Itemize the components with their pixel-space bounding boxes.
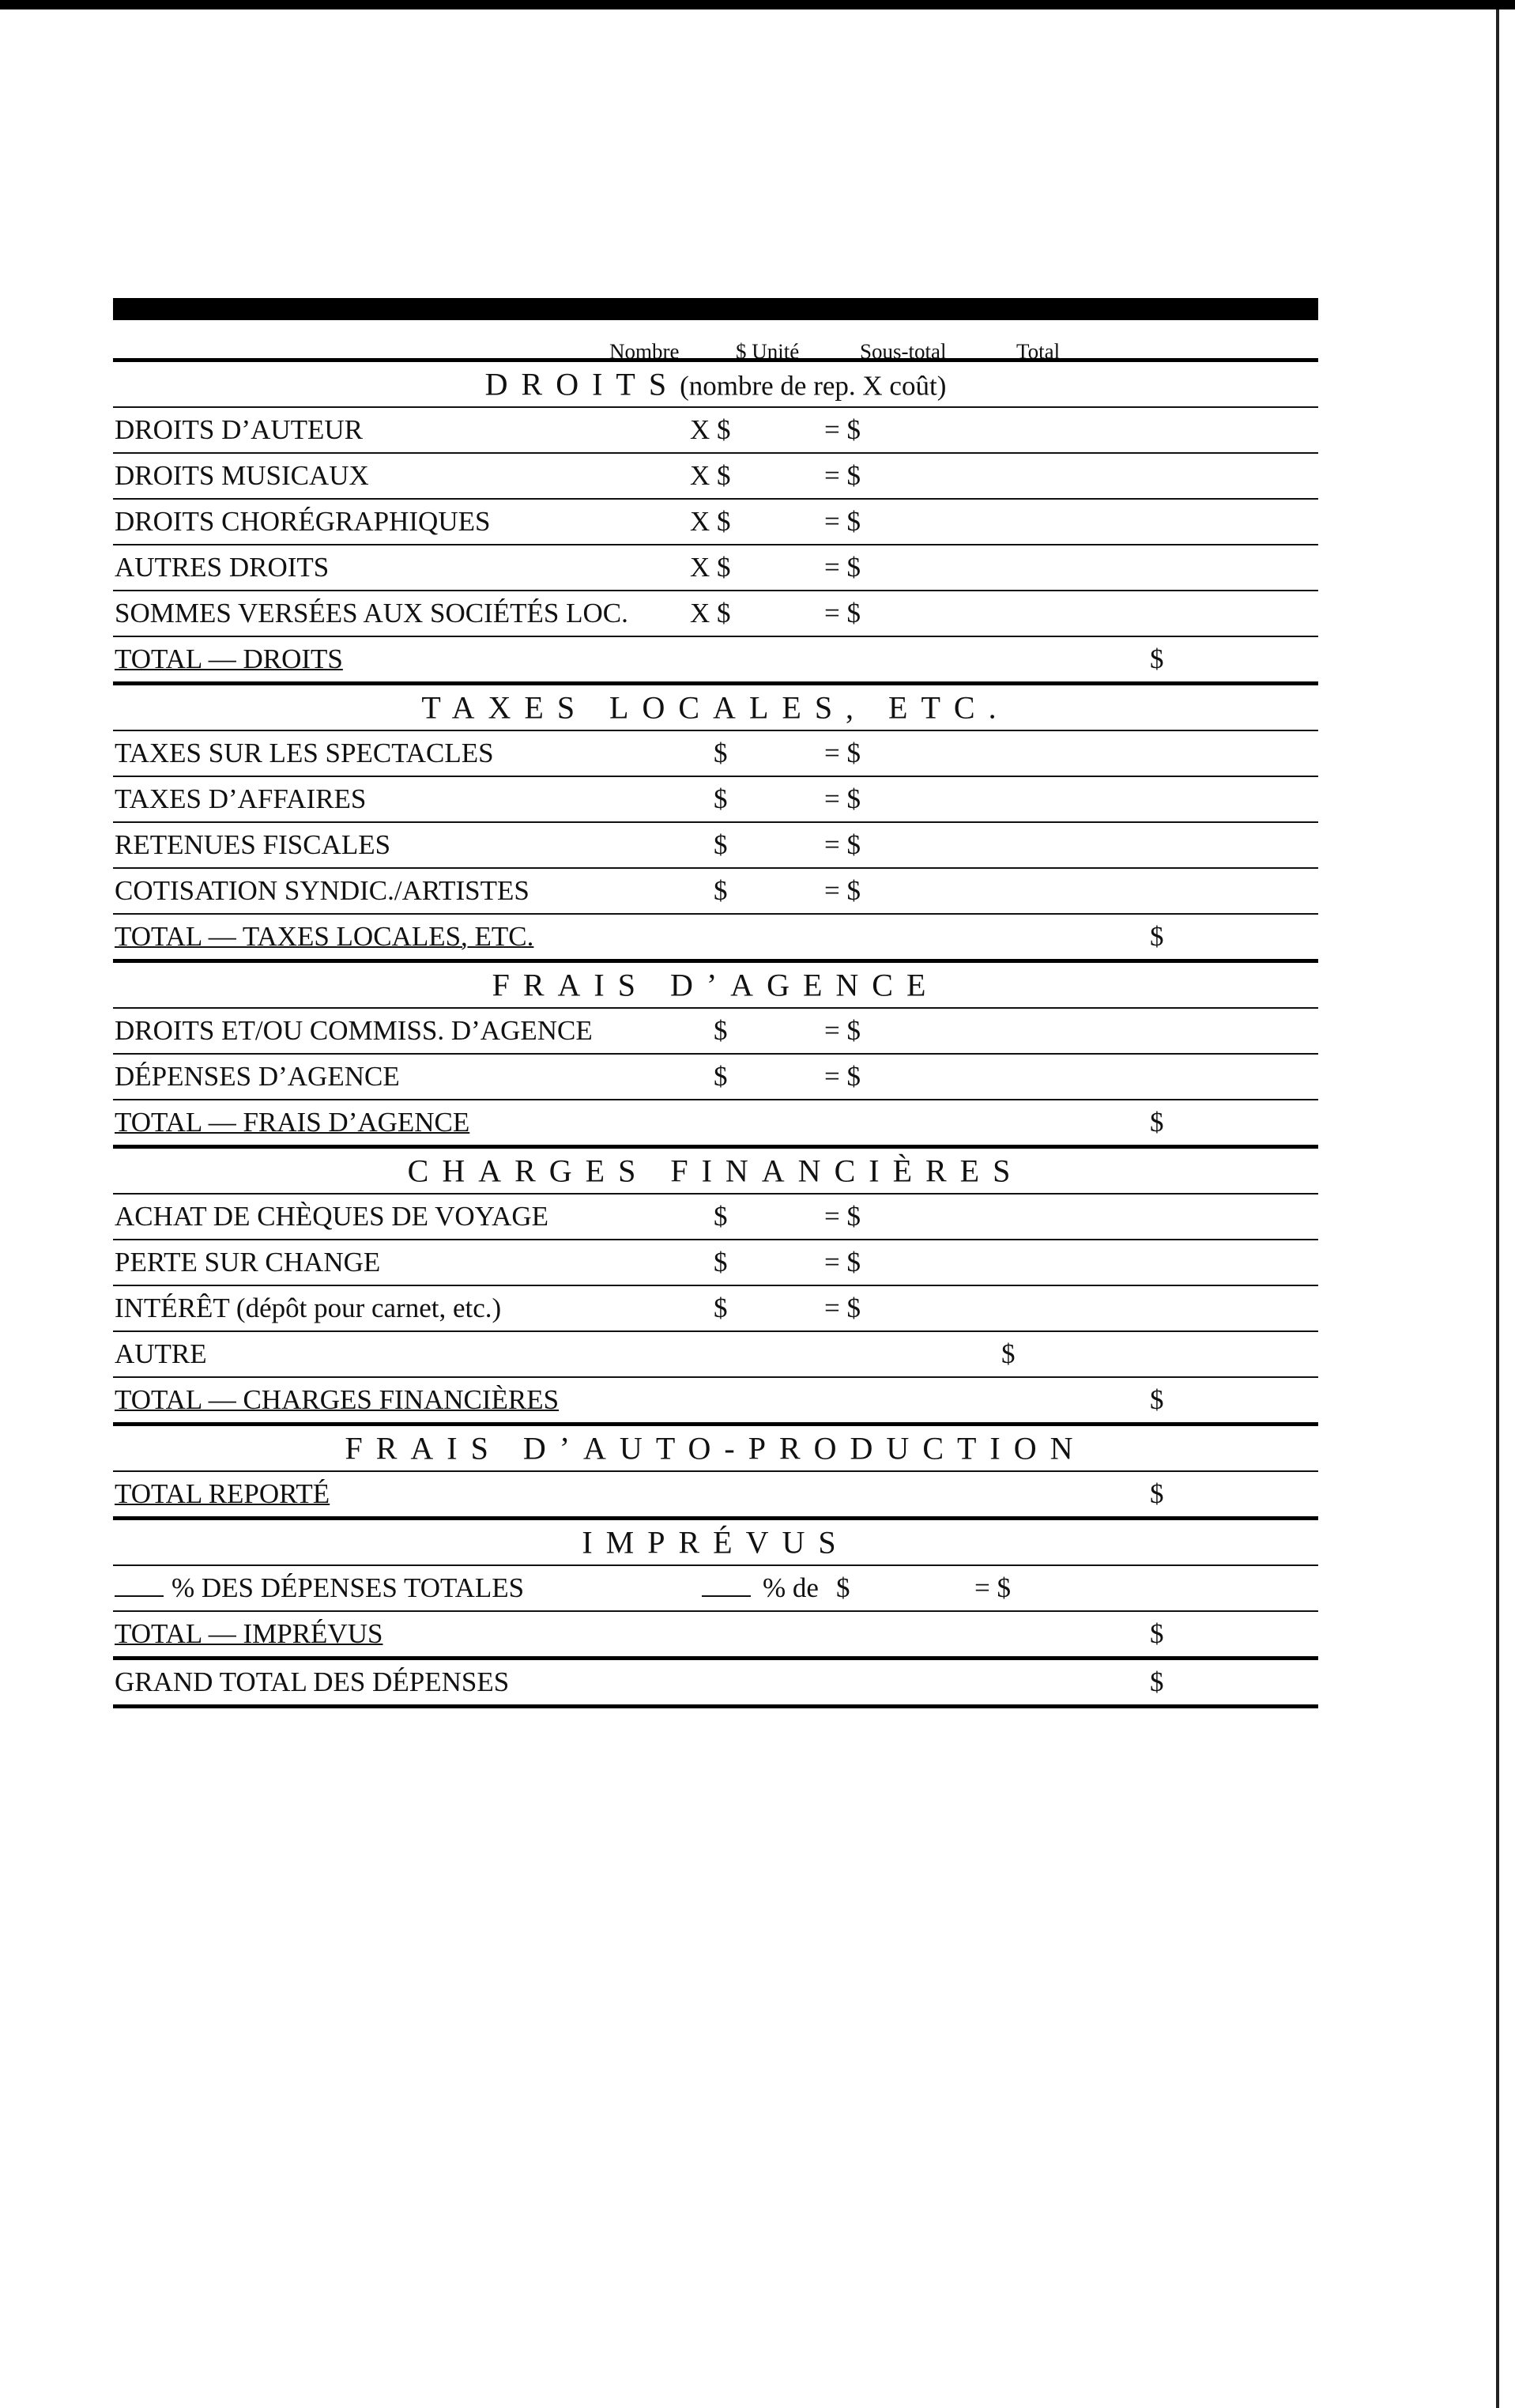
page-right-edge (1496, 9, 1499, 2408)
subtotal-field[interactable]: = $ (824, 460, 861, 491)
row-cotisation-syndic (113, 867, 1318, 913)
total-label: TOTAL — FRAIS D’AGENCE (115, 1107, 470, 1138)
grand-total-label: GRAND TOTAL DES DÉPENSES (115, 1666, 510, 1697)
row-total-droits (113, 636, 1318, 681)
subtotal-field[interactable]: = $ (824, 414, 861, 445)
row-grand-total (113, 1656, 1318, 1708)
section-title: FRAIS D’AGENCE (492, 967, 940, 1003)
row-droits-commiss-agence (113, 1007, 1318, 1053)
subtotal-field[interactable]: = $ (824, 738, 861, 768)
section-subtitle: (nombre de rep. X coût) (680, 370, 947, 402)
row-label: TAXES D’AFFAIRES (115, 783, 367, 814)
subtotal-field[interactable]: = $ (974, 1572, 1011, 1603)
row-droits-choregraphiques (113, 498, 1318, 544)
unit-field[interactable]: $ (714, 1201, 728, 1232)
row-droits-musicaux (113, 452, 1318, 498)
col-unite: $ Unité (736, 339, 800, 364)
row-autres-droits (113, 544, 1318, 590)
subtotal-field[interactable]: = $ (824, 1247, 861, 1278)
subtotal-field[interactable]: = $ (824, 552, 861, 583)
row-autre (113, 1330, 1318, 1376)
total-label: TOTAL — CHARGES FINANCIÈRES (115, 1384, 560, 1415)
row-total-taxes (113, 913, 1318, 959)
total-field[interactable]: $ (1150, 644, 1164, 674)
col-nombre: Nombre (609, 339, 680, 364)
row-sommes-versees (113, 590, 1318, 636)
subtotal-field[interactable]: = $ (824, 1015, 861, 1046)
header-bar (113, 298, 1318, 320)
row-cheques-voyage (113, 1193, 1318, 1239)
subtotal-field[interactable]: = $ (824, 875, 861, 906)
total-field[interactable]: $ (1150, 921, 1164, 952)
unit-field[interactable]: X $ (690, 552, 731, 583)
percent-of-label: % de (763, 1572, 819, 1603)
subtotal-field[interactable]: = $ (824, 598, 861, 628)
row-total-imprevus (113, 1610, 1318, 1656)
section-droits-heading (113, 366, 1318, 403)
row-perte-change (113, 1239, 1318, 1285)
row-taxes-spectacles (113, 730, 1318, 776)
row-label: DROITS CHORÉGRAPHIQUES (115, 506, 491, 537)
grand-total-field[interactable]: $ (1150, 1666, 1164, 1697)
total-label: TOTAL REPORTÉ (115, 1478, 330, 1509)
unit-field[interactable]: $ (714, 875, 728, 906)
subtotal-field[interactable]: = $ (824, 1293, 861, 1323)
unit-field[interactable]: $ (714, 1061, 728, 1092)
row-label: DROITS ET/OU COMMISS. D’AGENCE (115, 1015, 593, 1046)
row-label: % DES DÉPENSES TOTALES (171, 1572, 525, 1603)
column-headers (113, 320, 1318, 364)
unit-field[interactable]: X $ (690, 506, 731, 537)
unit-field[interactable]: X $ (690, 460, 731, 491)
subtotal-field[interactable]: $ (1001, 1338, 1016, 1369)
row-label: DROITS D’AUTEUR (115, 414, 364, 445)
row-label: TAXES SUR LES SPECTACLES (115, 738, 494, 768)
row-label: AUTRES DROITS (115, 552, 330, 583)
subtotal-field[interactable]: = $ (824, 829, 861, 860)
row-depenses-agence (113, 1053, 1318, 1099)
section-auto-production (113, 1422, 1318, 1470)
row-interet (113, 1285, 1318, 1330)
row-retenues-fiscales (113, 821, 1318, 867)
base-field[interactable]: $ (836, 1572, 850, 1603)
row-label: SOMMES VERSÉES AUX SOCIÉTÉS LOC. (115, 598, 628, 628)
row-label: DÉPENSES D’AGENCE (115, 1061, 400, 1092)
total-field[interactable]: $ (1150, 1384, 1164, 1415)
section-title: CHARGES FINANCIÈRES (407, 1153, 1024, 1189)
row-droits-auteur (113, 406, 1318, 452)
unit-field[interactable]: $ (714, 783, 728, 814)
row-total-agence (113, 1099, 1318, 1145)
subtotal-field[interactable]: = $ (824, 783, 861, 814)
total-field[interactable]: $ (1150, 1107, 1164, 1138)
unit-field[interactable]: $ (714, 738, 728, 768)
row-pct-depenses (113, 1564, 1318, 1610)
expense-form (113, 298, 1318, 1708)
unit-field[interactable]: $ (714, 1293, 728, 1323)
total-label: TOTAL — DROITS (115, 644, 343, 674)
row-label: PERTE SUR CHANGE (115, 1247, 381, 1278)
total-field[interactable]: $ (1150, 1618, 1164, 1649)
total-field[interactable]: $ (1150, 1478, 1164, 1509)
subtotal-field[interactable]: = $ (824, 1061, 861, 1092)
page-top-edge (0, 0, 1515, 9)
row-label: RETENUES FISCALES (115, 829, 391, 860)
row-label: DROITS MUSICAUX (115, 460, 369, 491)
col-total: Total (1016, 339, 1061, 364)
row-label: INTÉRÊT (dépôt pour carnet, etc.) (115, 1293, 502, 1323)
section-taxes (113, 681, 1318, 730)
percent-input[interactable] (702, 1595, 751, 1597)
section-title: FRAIS D’AUTO-PRODUCTION (345, 1430, 1087, 1466)
unit-field[interactable]: X $ (690, 414, 731, 445)
subtotal-field[interactable]: = $ (824, 1201, 861, 1232)
total-label: TOTAL — TAXES LOCALES, ETC. (115, 921, 534, 952)
subtotal-field[interactable]: = $ (824, 506, 861, 537)
section-title: IMPRÉVUS (582, 1524, 850, 1561)
row-label: ACHAT DE CHÈQUES DE VOYAGE (115, 1201, 548, 1232)
row-label: COTISATION SYNDIC./ARTISTES (115, 875, 529, 906)
row-total-reporte (113, 1470, 1318, 1516)
section-agence (113, 959, 1318, 1007)
section-title: TAXES LOCALES, ETC. (421, 689, 1010, 726)
row-taxes-affaires (113, 776, 1318, 821)
section-imprevus (113, 1516, 1318, 1564)
row-label-wrap (115, 1572, 524, 1604)
unit-field[interactable]: $ (714, 1247, 728, 1278)
unit-field[interactable]: $ (714, 1015, 728, 1046)
total-label: TOTAL — IMPRÉVUS (115, 1618, 383, 1649)
section-title: DROITS (484, 366, 680, 402)
section-droits (113, 358, 1318, 406)
unit-field[interactable]: $ (714, 829, 728, 860)
section-financieres (113, 1145, 1318, 1193)
row-total-financieres (113, 1376, 1318, 1422)
col-sous-total: Sous-total (860, 339, 947, 364)
percent-input-wrap (702, 1572, 759, 1604)
percent-blank[interactable] (115, 1595, 164, 1597)
unit-field[interactable]: X $ (690, 598, 731, 628)
row-label: AUTRE (115, 1338, 207, 1369)
